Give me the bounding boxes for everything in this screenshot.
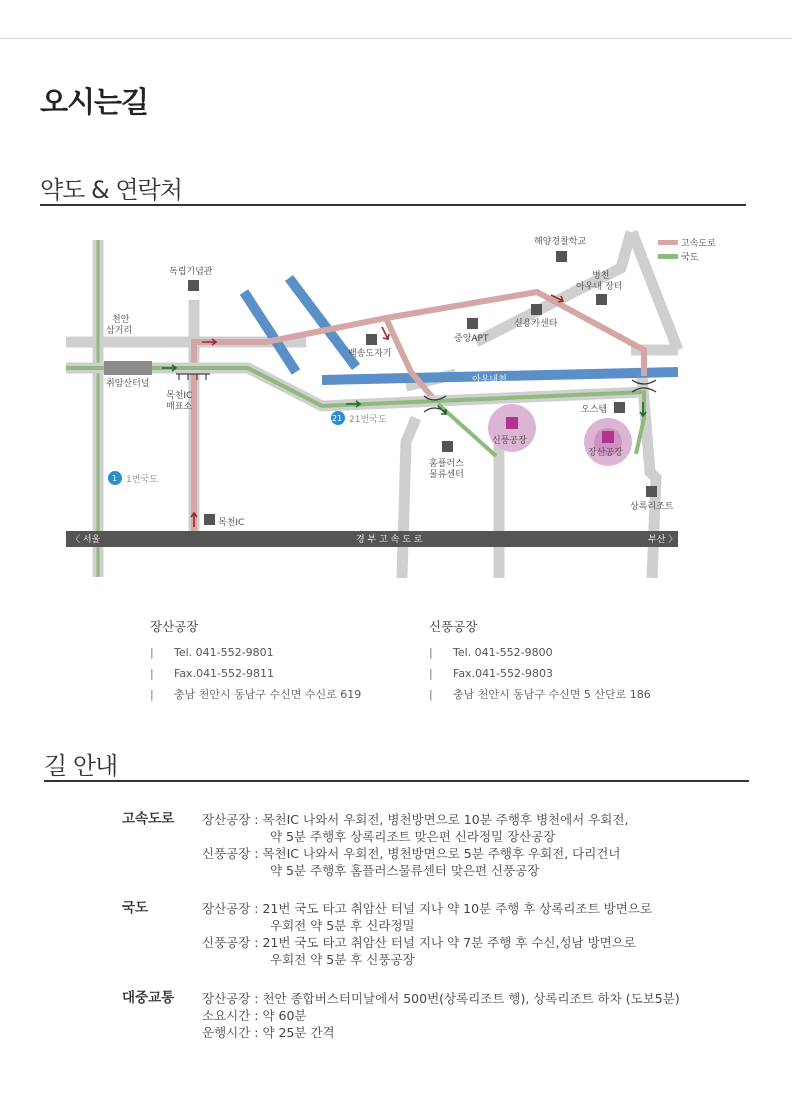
contact-tel: | Tel. 041-552-9801 xyxy=(150,646,274,659)
guide-category: 국도 xyxy=(122,900,149,916)
contact-tel: | Tel. 041-552-9800 xyxy=(429,646,553,659)
jangsan-factory-marker xyxy=(584,418,632,466)
streams xyxy=(244,278,678,380)
contact-tel-text: Tel. 041-552-9800 xyxy=(453,646,553,659)
contact-fax: | Fax.041-552-9811 xyxy=(150,667,274,680)
expressway-branch xyxy=(386,318,438,404)
contact-fax-text: Fax.041-552-9803 xyxy=(453,667,553,680)
guide-category: 대중교통 xyxy=(122,990,175,1006)
legend-expressway-swatch xyxy=(658,240,678,245)
guide-line: 약 5분 주행후 상록리조트 맞은편 신라정밀 장산공장 xyxy=(270,829,556,844)
contact-address: | 충남 천안시 동남구 수신면 수신로 619 xyxy=(150,688,362,701)
haeyang-label: 해양경찰학교 xyxy=(534,237,587,247)
expressway-route xyxy=(194,292,644,540)
aunae-market-label: 아우내 장터 xyxy=(576,282,623,292)
route1-badge-number: 1 xyxy=(112,474,118,483)
contact-address-text: 충남 천안시 동남구 수신면 수신로 619 xyxy=(174,688,362,701)
baeksong-label: 백송도자기 xyxy=(348,349,392,359)
top-divider xyxy=(0,38,792,39)
guide-line: 신풍공장 : 목천IC 나와서 우회전, 병천방면으로 5분 주행후 우회전, 다리건너 xyxy=(202,846,621,861)
tunnel-marker xyxy=(104,361,152,375)
guide-line: 장산공장 : 목천IC 나와서 우회전, 병천방면으로 10분 주행후 병천에서 우회전, xyxy=(202,812,629,827)
guide-line: 소요시간 : 약 60분 xyxy=(202,1008,307,1023)
seoul-label: 〈 서울 xyxy=(71,535,101,545)
contact-address: | 충남 천안시 동남구 수신면 5 산단로 186 xyxy=(429,688,651,701)
page-title: 오시는길 xyxy=(40,85,149,119)
ticket-booth-label: 매표소 xyxy=(166,402,193,412)
contact-address-text: 충남 천안시 동남구 수신면 5 산단로 186 xyxy=(453,688,651,701)
contact-jangsan xyxy=(150,617,361,705)
guide-section-rule xyxy=(44,780,749,782)
logistics-center-label: 물류센터 xyxy=(429,470,464,480)
sinpung-factory-label: 신풍공장 xyxy=(492,436,527,446)
guide-line: 장산공장 : 21번 국도 타고 취암산 터널 지나 약 10분 주행 후 상록리조트 방면으로 xyxy=(202,901,652,916)
route21-badge-number: 21 xyxy=(332,414,343,423)
expressway-label: 경 부 고 속 도 로 xyxy=(356,535,423,545)
mokcheon-ticket-label: 목천IC xyxy=(166,391,193,401)
jungang-label: 중앙APT xyxy=(454,334,489,344)
mokcheon-ic-label: 목천IC xyxy=(218,518,245,528)
jangsan-factory-label: 장산공장 xyxy=(588,448,623,458)
dongnip-label: 독립기념관 xyxy=(169,267,213,277)
guide-category: 고속도로 xyxy=(122,811,175,827)
contact-tel-text: Tel. 041-552-9801 xyxy=(174,646,274,659)
route21-label: 21번국도 xyxy=(349,415,387,425)
chwiamsan-label: 취암산터널 xyxy=(106,379,150,389)
guide-line: 운행시간 : 약 25분 간격 xyxy=(202,1025,335,1040)
osteam-label: 오스템 xyxy=(581,405,608,415)
legend-national-swatch xyxy=(658,254,678,259)
guide-line: 장산공장 : 천안 종합버스터미날에서 500번(상록리조트 행), 상록리조트 하차 (도보5분) xyxy=(202,991,680,1006)
legend-expressway-label: 고속도로 xyxy=(681,239,716,249)
map-legend xyxy=(658,237,716,263)
sangnok-label: 상록리조트 xyxy=(630,502,674,512)
contact-name: 신풍공장 xyxy=(429,619,478,634)
guide-line: 우회전 약 5분 후 신라정밀 xyxy=(270,918,415,933)
map-section-rule xyxy=(40,204,746,206)
contact-fax-text: Fax.041-552-9811 xyxy=(174,667,274,680)
route1-label: 1번국도 xyxy=(126,475,158,485)
busan-label: 부산 〉 xyxy=(648,535,678,545)
samgeori-label: 삼거리 xyxy=(106,326,133,336)
aunae-stream-label: 아우내천 xyxy=(472,375,507,385)
location-map xyxy=(66,222,716,592)
contact-fax: | Fax.041-552-9803 xyxy=(429,667,553,680)
guide-line: 신풍공장 : 21번 국도 타고 취암산 터널 지나 약 7분 주행 후 수신,성남 방면으로 xyxy=(202,935,636,950)
guide-line: 약 5분 주행후 홈플러스물류센터 맞은편 신풍공장 xyxy=(270,863,540,878)
guide-line: 우회전 약 5분 후 신풍공장 xyxy=(270,952,415,967)
contact-name: 장산공장 xyxy=(150,619,199,634)
byeongcheon-label: 병천 xyxy=(592,271,610,281)
map-section-title: 약도 & 연락처 xyxy=(40,176,182,204)
guide-section-title: 길 안내 xyxy=(44,752,118,780)
homeplus-label: 홈플러스 xyxy=(429,459,464,469)
cheonan-label: 천안 xyxy=(112,315,130,325)
contact-sinpung xyxy=(429,617,651,705)
legend-national-label: 국도 xyxy=(681,253,699,263)
sinyong-label: 신용카센타 xyxy=(514,319,558,329)
